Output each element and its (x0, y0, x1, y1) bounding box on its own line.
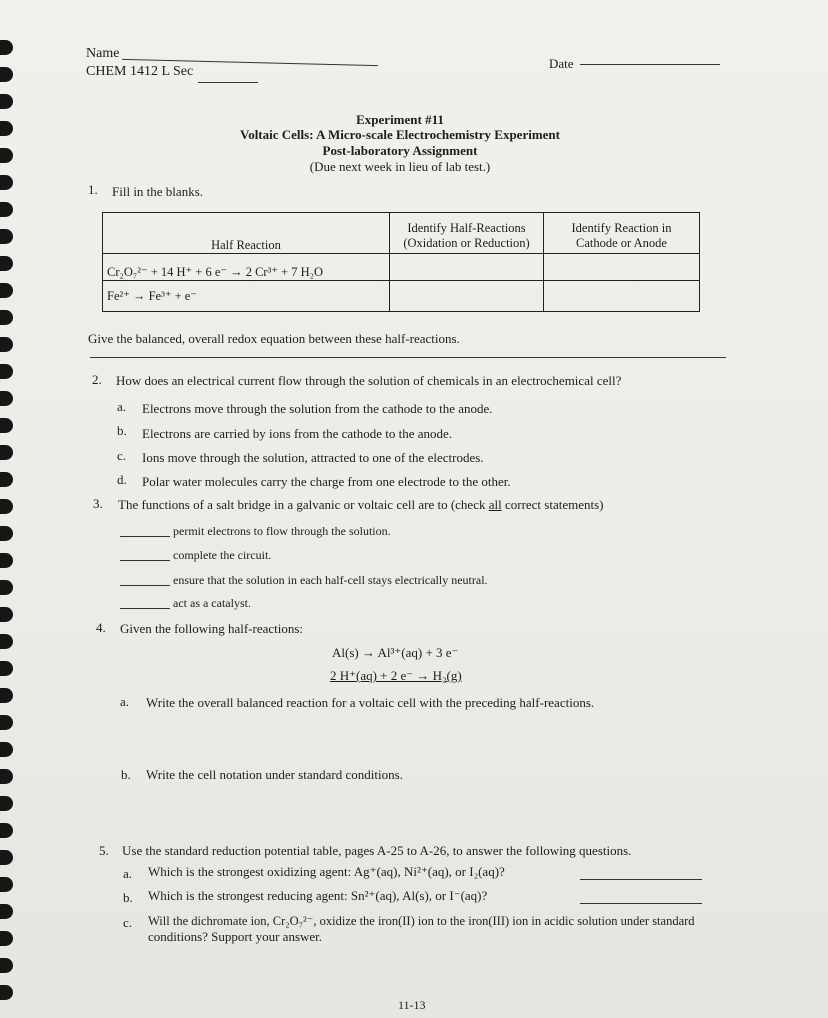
spiral-ring (0, 823, 13, 838)
spiral-ring (0, 580, 13, 595)
q5b-prompt: Which is the strongest reducing agent: Sn²⁺(aq), Al(s), or I⁻(aq)? (148, 888, 488, 903)
experiment-number: Experiment #11 (356, 112, 444, 127)
q5c-letter: c. (123, 915, 133, 930)
q2-option-a[interactable]: Electrons move through the solution from the cathode to the anode. (142, 401, 493, 416)
q3-item-catalyst: act as a catalyst. (173, 596, 251, 610)
check-blank[interactable] (120, 560, 170, 561)
spiral-ring (0, 310, 13, 325)
table-row (103, 254, 700, 281)
check-blank[interactable] (120, 608, 170, 609)
redox-answer-line[interactable] (90, 357, 726, 358)
q3-item-complete-circuit: complete the circuit. (173, 548, 272, 562)
spiral-ring (0, 148, 13, 163)
q4-equation-aluminum: Al(s) → Al³⁺(aq) + 3 e⁻ (332, 645, 459, 660)
spiral-ring (0, 175, 13, 190)
spiral-ring (0, 499, 13, 514)
q2-option-c[interactable]: Ions move through the solution, attracted to one of the electrodes. (142, 450, 484, 465)
reducing-agent-answer[interactable] (580, 903, 702, 904)
spiral-ring (0, 202, 13, 217)
spiral-ring (0, 229, 13, 244)
q4-equation-hydrogen: 2 H⁺(aq) + 2 e⁻ → H₂(g) (330, 668, 462, 683)
q2-number: 2. (92, 372, 102, 387)
header-cathode-anode: Identify Reaction in Cathode or Anode (544, 213, 700, 254)
half-reaction-table (102, 212, 700, 312)
q2-option-letter: b. (117, 423, 127, 438)
spiral-ring (0, 769, 13, 784)
date-label: Date (549, 56, 574, 71)
half-reaction-dichromate: Cr₂O₇²⁻ + 14 H⁺ + 6 e⁻ → 2 Cr³⁺ + 7 H₂O (103, 254, 390, 281)
check-blank[interactable] (120, 585, 170, 586)
spiral-ring (0, 94, 13, 109)
section-blank[interactable] (198, 82, 258, 83)
header-half-reaction: Half Reaction (103, 213, 390, 254)
q3-item-permit-electrons: permit electrons to flow through the solution. (173, 524, 391, 538)
q5b-letter: b. (123, 890, 133, 905)
spiral-ring (0, 337, 13, 352)
assignment-title: Post-laboratory Assignment (322, 143, 478, 158)
experiment-title: Voltaic Cells: A Micro-scale Electrochemistry Experiment (240, 127, 560, 142)
spiral-ring (0, 526, 13, 541)
q5c-prompt-line2: conditions? Support your answer. (148, 929, 323, 944)
half-reaction-iron: Fe²⁺ → Fe³⁺ + e⁻ (103, 281, 390, 312)
answer-cell[interactable] (544, 281, 700, 312)
answer-cell[interactable] (390, 254, 544, 281)
spiral-binding (0, 0, 22, 1018)
answer-cell[interactable] (544, 254, 700, 281)
q2-option-letter: d. (117, 472, 127, 487)
spiral-ring (0, 661, 13, 676)
header-oxidation-reduction: Identify Half-Reactions (Oxidation or Reduction) (390, 213, 544, 254)
spiral-ring (0, 553, 13, 568)
spiral-ring (0, 418, 13, 433)
q4b-prompt: Write the cell notation under standard conditions. (146, 767, 403, 782)
q3-item-neutral: ensure that the solution in each half-cell stays electrically neutral. (173, 573, 488, 587)
table-row (103, 281, 700, 312)
spiral-ring (0, 796, 13, 811)
spiral-ring (0, 121, 13, 136)
q5a-prompt: Which is the strongest oxidizing agent: Ag⁺(aq), Ni²⁺(aq), or I₂(aq)? (148, 864, 505, 879)
q2-option-d[interactable]: Polar water molecules carry the charge from one electrode to the other. (142, 474, 511, 489)
q5-number: 5. (99, 843, 109, 858)
q4-prompt: Given the following half-reactions: (120, 621, 304, 636)
q1-prompt: Fill in the blanks. (112, 184, 203, 199)
oxidizing-agent-answer[interactable] (580, 879, 702, 880)
q2-option-letter: c. (117, 448, 127, 463)
page-number: 11-13 (398, 998, 426, 1012)
q3-number: 3. (93, 496, 103, 511)
course-label: CHEM 1412 L Sec (86, 64, 194, 79)
q4-number: 4. (96, 620, 106, 635)
spiral-ring (0, 688, 13, 703)
spiral-ring (0, 391, 13, 406)
due-note: (Due next week in lieu of lab test.) (309, 159, 491, 174)
spiral-ring (0, 877, 13, 892)
q5a-letter: a. (123, 866, 133, 881)
q2-option-letter: a. (117, 399, 127, 414)
name-label: Name (86, 46, 120, 61)
q3-prompt: The functions of a salt bridge in a galvanic or voltaic cell are to (check all correct statements) (118, 497, 604, 512)
q5c-prompt-line1: Will the dichromate ion, Cr₂O₇²⁻, oxidize the iron(II) ion to the iron(III) ion in acidic solution under standard (148, 914, 695, 928)
date-blank[interactable] (580, 64, 720, 65)
spiral-ring (0, 607, 13, 622)
spiral-ring (0, 67, 13, 82)
answer-cell[interactable] (390, 281, 544, 312)
q1-followup: Give the balanced, overall redox equation between these half-reactions. (88, 331, 460, 346)
spiral-ring (0, 958, 13, 973)
q5-prompt: Use the standard reduction potential table, pages A-25 to A-26, to answer the following questions. (122, 843, 632, 858)
spiral-ring (0, 256, 13, 271)
spiral-ring (0, 40, 13, 55)
spiral-ring (0, 742, 13, 757)
q2-prompt: How does an electrical current flow through the solution of chemicals in an electrochemical cell? (116, 373, 622, 388)
q4a-prompt: Write the overall balanced reaction for a voltaic cell with the preceding half-reactions. (146, 695, 595, 710)
spiral-ring (0, 445, 13, 460)
spiral-ring (0, 472, 13, 487)
q1-number: 1. (88, 182, 98, 197)
spiral-ring (0, 715, 13, 730)
spiral-ring (0, 931, 13, 946)
q4b-letter: b. (121, 767, 131, 782)
spiral-ring (0, 985, 13, 1000)
spiral-ring (0, 634, 13, 649)
spiral-ring (0, 364, 13, 379)
spiral-ring (0, 283, 13, 298)
spiral-ring (0, 904, 13, 919)
q2-option-b[interactable]: Electrons are carried by ions from the cathode to the anode. (142, 426, 453, 441)
spiral-ring (0, 850, 13, 865)
check-blank[interactable] (120, 536, 170, 537)
q4a-letter: a. (120, 694, 130, 709)
